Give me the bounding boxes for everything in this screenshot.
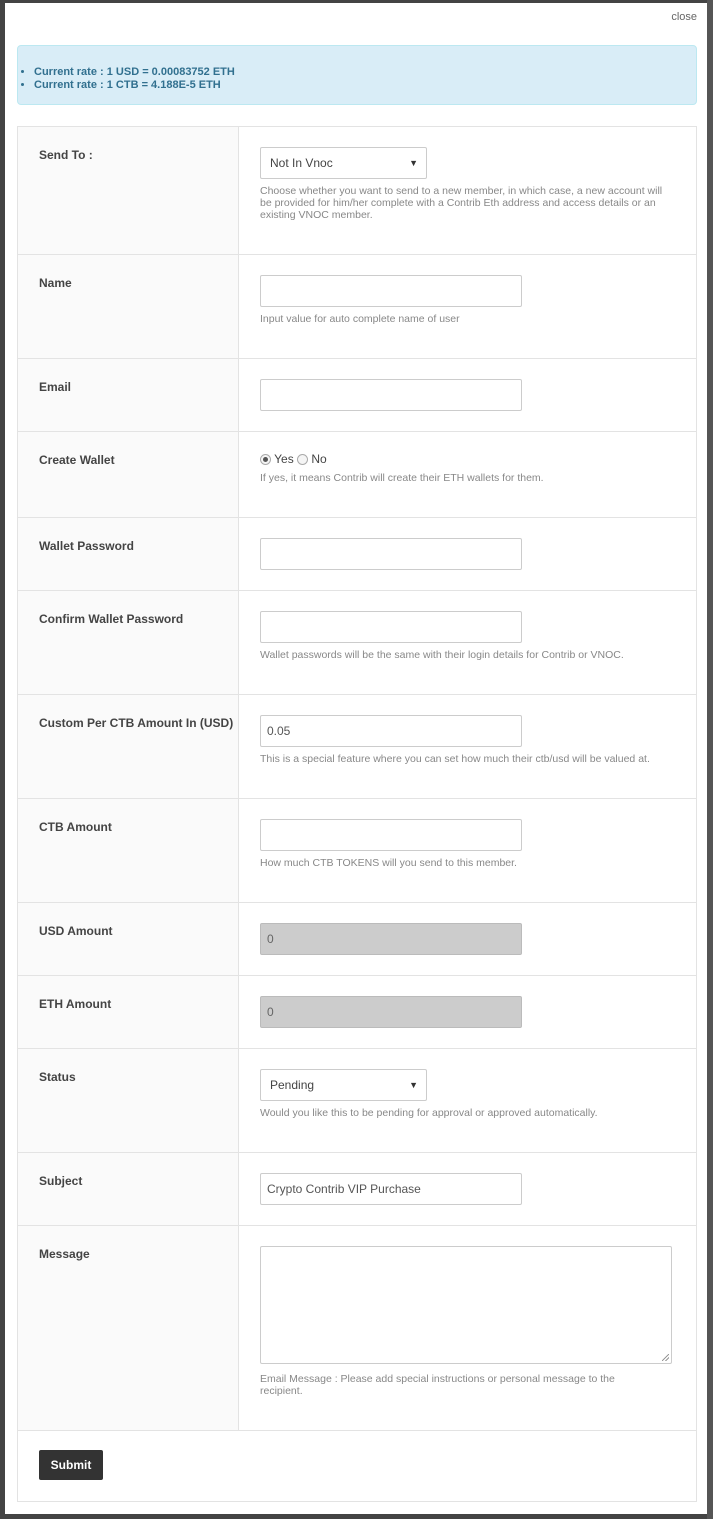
send-to-select[interactable]: [260, 147, 427, 179]
name-label: Name: [39, 276, 72, 290]
name-input[interactable]: [260, 275, 522, 307]
status-selected: Pending: [270, 1078, 315, 1092]
status-label: Status: [39, 1070, 76, 1084]
confirm-wallet-password-input[interactable]: [260, 611, 522, 643]
usd-amount-row: [18, 903, 696, 976]
ctb-amount-label: CTB Amount: [39, 820, 112, 834]
close-link[interactable]: close: [671, 11, 697, 23]
name-row: [18, 255, 696, 359]
custom-ctb-row: [18, 695, 696, 799]
create-wallet-row: [18, 432, 696, 518]
send-to-row: [18, 127, 696, 255]
usd-rate: • Current rate : 1 USD = 0.00083752 ETH: [34, 66, 235, 79]
email-row: [18, 359, 696, 432]
send-to-help: Choose whether you want to send to a new member, in which case, a new account will be provided for him/her complete with a Contrib Eth address and access details or an existing VNOC member.: [260, 185, 663, 221]
create-wallet-radio-group: [260, 452, 327, 468]
wallet-password-input[interactable]: [260, 538, 522, 570]
wallet-yes-label: Yes: [274, 452, 294, 466]
confirm-wallet-password-help: Wallet passwords will be the same with their login details for Contrib or VNOC.: [260, 649, 624, 661]
ctb-amount-help: How much CTB TOKENS will you send to this member.: [260, 857, 517, 869]
create-wallet-label: Create Wallet: [39, 453, 115, 467]
submit-row: [18, 1431, 696, 1501]
eth-amount-input: 0: [260, 996, 522, 1028]
rate-info-alert: [17, 45, 697, 105]
ctb-amount-input[interactable]: [260, 819, 522, 851]
usd-amount-input: 0: [260, 923, 522, 955]
send-to-label: Send To :: [39, 148, 93, 162]
message-row: [18, 1226, 696, 1431]
wallet-password-label: Wallet Password: [39, 539, 134, 553]
custom-ctb-label: Custom Per CTB Amount In (USD): [39, 716, 234, 730]
ctb-amount-row: [18, 799, 696, 903]
usd-amount-label: USD Amount: [39, 924, 113, 938]
custom-ctb-input[interactable]: 0.05: [260, 715, 522, 747]
email-input[interactable]: [260, 379, 522, 411]
wallet-password-row: [18, 518, 696, 591]
send-to-selected: Not In Vnoc: [270, 156, 333, 170]
wallet-no-radio[interactable]: [297, 454, 308, 465]
resize-grip-icon[interactable]: [662, 1354, 669, 1361]
wallet-no-label: No: [311, 452, 327, 466]
subject-row: [18, 1153, 696, 1226]
message-textarea[interactable]: [260, 1246, 672, 1364]
chevron-down-icon: ▼: [409, 1080, 418, 1090]
ctb-rate: • Current rate : 1 CTB = 4.188E-5 ETH: [34, 79, 235, 92]
eth-amount-row: [18, 976, 696, 1049]
confirm-wallet-password-row: [18, 591, 696, 695]
create-wallet-help: If yes, it means Contrib will create their ETH wallets for them.: [260, 472, 544, 484]
subject-input[interactable]: Crypto Contrib VIP Purchase: [260, 1173, 522, 1205]
message-help: Email Message : Please add special instructions or personal message to the recipient.: [260, 1373, 615, 1397]
subject-label: Subject: [39, 1174, 83, 1188]
message-label: Message: [39, 1247, 90, 1261]
status-select[interactable]: [260, 1069, 427, 1101]
custom-ctb-help: This is a special feature where you can set how much their ctb/usd will be valued at.: [260, 753, 650, 765]
send-form: [17, 126, 697, 1502]
wallet-yes-radio[interactable]: [260, 454, 271, 465]
send-ctb-modal: [5, 3, 707, 1514]
chevron-down-icon: ▼: [409, 158, 418, 168]
confirm-wallet-password-label: Confirm Wallet Password: [39, 612, 184, 626]
status-row: [18, 1049, 696, 1153]
page-scroll-edge: [707, 0, 713, 1519]
eth-amount-label: ETH Amount: [39, 997, 112, 1011]
status-help: Would you like this to be pending for approval or approved automatically.: [260, 1107, 598, 1119]
name-help: Input value for auto complete name of user: [260, 313, 460, 325]
email-label: Email: [39, 380, 72, 394]
submit-button[interactable]: Submit: [39, 1450, 103, 1480]
